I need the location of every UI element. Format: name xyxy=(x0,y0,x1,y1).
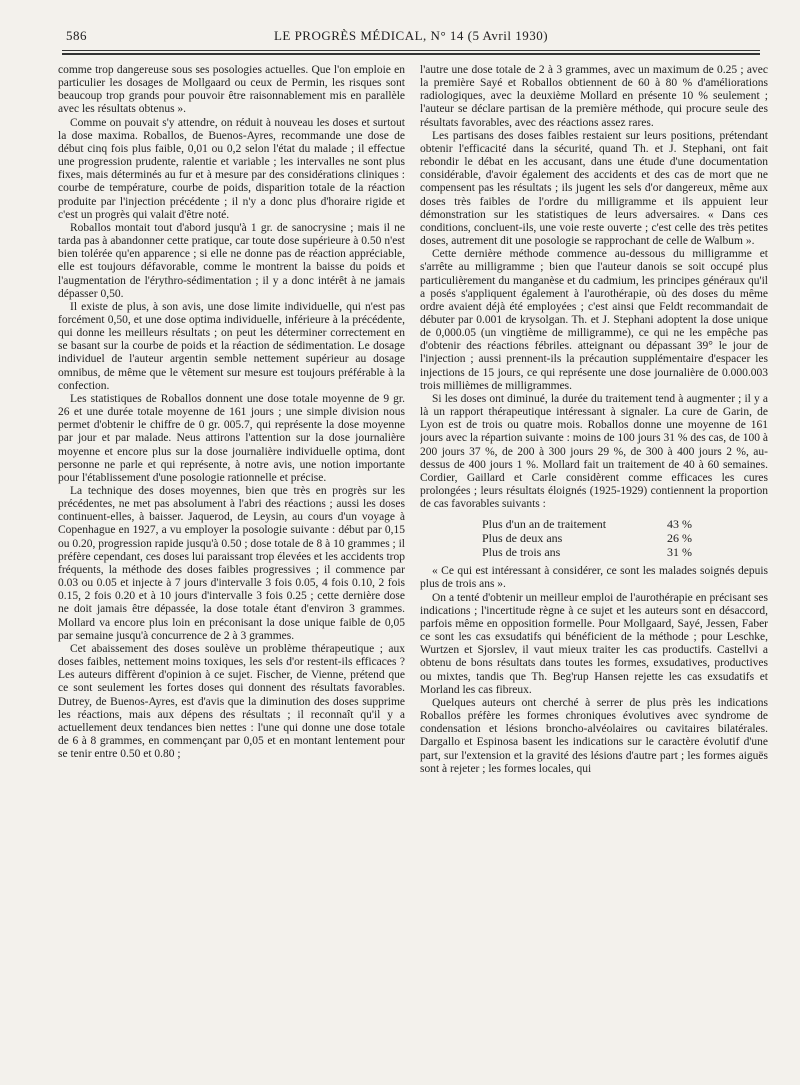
paragraph: Cet abaissement des doses soulève un problème thérapeutique ; aux doses faibles, nettement moins toxiques, les sels d'or restent-ils efficaces ? Les auteurs diffèrent d'opinion à ce sujet. Fischer, de Vienne, prétend que ce sont seulement les fortes doses qui donnent des résultats favorables. Dutrey, de Buenos-Ayres, est d'avis que la diminution des doses supprime les réactions, mais aux dépens des résultats ; il reconnaît qu'il y a actuellement deux tendances bien nettes : l'une qui donne une dose totale de 6 à 8 grammes, en commençant par 0,05 et en montant lentement pour se tenir entre 0.50 et 0.80 ; xyxy=(58,642,405,761)
paragraph: Les statistiques de Roballos donnent une dose totale moyenne de 9 gr. 26 et une durée totale moyenne de 161 jours ; une simple division nous permet d'obtenir le chiffre de 0 gr. 005.7, qui représente la dose moyenne par jour et par malade. Neus attirons l'attention sur la dose journalière moyenne et encore plus sur la dose journalière individuelle optima, dont personne ne parle et qui représente, à notre avis, une notion importante pour l'établissement d'une posologie rationnelle et précise. xyxy=(58,392,405,484)
results-value: 43 % xyxy=(667,517,692,532)
results-label: Plus d'un an de traitement xyxy=(482,517,607,532)
paragraph: Quelques auteurs ont cherché à serrer de plus près les indications Roballos préfère les formes chroniques évolutives avec syndrome de condensation et lésions broncho-alvéolaires ou cavitaires bilatérales. Dargallo et Espinosa basent les indications sur le caractère évolutif d'une part, sur l'extension et la gravité des lésions d'autre part ; les formes aiguës sont à rejeter ; les formes locales, qui xyxy=(420,696,768,775)
results-row xyxy=(482,517,692,531)
results-row xyxy=(482,531,692,545)
header-rule xyxy=(62,50,760,51)
header-rule-double xyxy=(62,53,760,55)
paragraph: Cette dernière méthode commence au-dessous du milligramme et s'arrête au milligramme ; bien que l'auteur danois se soit occupé plus particulièrement du manganèse et du cadmium, les principes généraux qu'il a posés s'appliquent également à l'aurothérapie, où des doses du même ordre avaient déjà été employées ; c'est ainsi que Feldt recommandait de débuter par 0.001 de krysolgan. Th. et J. Stephani adoptent la dose unique de 0,000.05 (un vingtième de milligramme), ce qui ne les empêche pas d'obtenir des réactions fébriles. atteignant ou dépassant 39° le jour de l'injection ; aussi prennent-ils la précaution supplémentaire d'espacer les injections de 15 jours, ce qui représente une dose journalière de 0.000.003 trois millièmes de milligrammes. xyxy=(420,248,768,392)
results-value: 31 % xyxy=(667,545,692,560)
page-header xyxy=(62,28,760,48)
paragraph: Si les doses ont diminué, la durée du traitement tend à augmenter ; il y a là un rapport thérapeutique intéressant à signaler. La cure de Garin, de Lyon est de trois ou quatre mois. Roballos donne une moyenne de 161 jours avec la répartion suivante : moins de 100 jours 31 % des cas, de 100 à 200 jours 37 %, de 200 à 300 jours 29 %, de 300 à 400 jours 2 %, au-dessus de 400 jours 1 %. Mollard fait un traitement de 40 à 60 semaines. Cordier, Gaillard et Carle considèrent comme efficaces les cures prolongées ; leurs résultats éloignés (1925-1929) contiennent la proportion de cas favorables suivants : xyxy=(420,392,768,511)
right-column xyxy=(420,64,768,1064)
paragraph: Il existe de plus, à son avis, une dose limite individuelle, qui n'est pas forcément 0,50, et une dose optima individuelle, inférieure à la précédente, qui donne les meilleurs résultats ; on peut les déterminer correctement en se basant sur la courbe de poids et la réaction de sédimentation. Le dosage individuel de l'auteur argentin semble nettement supérieur au dosage omnibus, de même que le vêtement sur mesure est toujours préférable à la confection. xyxy=(58,300,405,392)
page-number: 586 xyxy=(66,28,87,43)
paragraph: l'autre une dose totale de 2 à 3 grammes, avec un maximum de 0.25 ; avec la première Sayé et Roballos obtiennent de 60 à 80 % d'améliorations radiologiques, avec la deuxième Mollard en présente 10 % seulement ; l'auteur se déclare partisan de la première méthode, qui procure seule des résultats favorables, avec des réactions assez rares. xyxy=(420,64,768,129)
results-table xyxy=(482,517,692,559)
paragraph: comme trop dangereuse sous ses posologies actuelles. Que l'on emploie en particulier les dosages de Mollgaard ou ceux de Permin, les risques sont beaucoup trop grands pour pouvoir être raisonnablement mis en parallèle avec les résultats obtenus ». xyxy=(58,64,405,116)
results-row xyxy=(482,545,692,559)
results-value: 26 % xyxy=(667,531,692,546)
results-label: Plus de trois ans xyxy=(482,545,561,560)
paragraph: Comme on pouvait s'y attendre, on réduit à nouveau les doses et surtout la dose maxima. Roballos, de Buenos-Ayres, recommande une dose de début cinq fois plus faible, 0,01 ou 0,2 selon l'état du malade ; il effectue une progression prudente, ralentie et variable ; les intervalles ne sont plus fixes, mais déterminés au fur et à mesure par des considérations cliniques : courbe de température, courbe de poids, disparition totale de la réaction produite par l'injection précédente ; il n'y a donc plus d'horaire rigide et c'est un progrès qui valait d'être noté. xyxy=(58,116,405,221)
paragraph: Les partisans des doses faibles restaient sur leurs positions, prétendant obtenir l'efficacité dans la sécurité, quand Th. et J. Stephani, ont fait rebondir le débat en les accusant, dans une étude d'une documentation considérable, d'avoir également des accidents et des cas de mort que ne compensent pas les résultats ; ils jugent les sels d'or dangereux, même aux doses très faibles de l'ordre du milligramme et ils appuient leur démonstration sur les statistiques de leurs adversaires. « Dans ces conditions, concluent-ils, une voie reste ouverte ; c'est celle des très petites doses, autrement dit une posologie se rapprochant de celle de Walbum ». xyxy=(420,129,768,248)
paragraph: Roballos montait tout d'abord jusqu'à 1 gr. de sanocrysine ; mais il ne tarda pas à abandonner cette pratique, car toute dose supérieure à 0.50 n'est bien tolérée qu'en apparence ; si elle ne donne pas de réaction appréciable, elle est toujours défavorable, comme le montrent la baisse du poids et l'augmentation de l'érythro-sédimentation ; il y a donc intérêt à ne jamais dépasser 0,50. xyxy=(58,221,405,300)
paragraph: « Ce qui est intéressant à considérer, ce sont les malades soignés depuis plus de trois ans ». xyxy=(420,565,768,591)
paragraph: On a tenté d'obtenir un meilleur emploi de l'aurothérapie en précisant ses indications ; l'incertitude règne à ce sujet et les auteurs sont en désaccord, parfois même en opposition formelle. Pour Mollgaard, Sayé, Jessen, Faber ce sont les cas exsudatifs qui bénéficient de la méthode ; pour Leschke, Wurtzen et Sjorslev, il vaut mieux traiter les cas productifs. Castellvi a obtenu de bons résultats dans toutes les formes, exsudatives, productives ou mixtes, tandis que Th. Beg'rup Hansen rejette les cas exsudatifs et Morland les cas fibreux. xyxy=(420,591,768,696)
journal-title: LE PROGRÈS MÉDICAL, N° 14 (5 Avril 1930) xyxy=(273,28,549,43)
paragraph: La technique des doses moyennes, bien que très en progrès sur les précédentes, ne met pas absolument à l'abri des réactions ; aussi les doses continuent-elles, à baisser. Jaquerod, de Leysin, au cours d'un voyage à Copenhague en 1927, a vu employer la posologie suivante : début par 0,15 ou 0.20, progression rapide jusqu'à 0.50 ; dose totale de 8 à 10 grammes ; il préfère cependant, ces doses lui paraissant trop élevées et les accidents trop fréquents, la méthode des doses faibles progressives ; il commence par 0.03 ou 0.05 et injecte à 7 jours d'intervalle 3 fois 0.05, 4 fois 0.10, 2 fois 0.15, 2 fois 0.20 et à 10 jours d'intervalle 3 fois 0.25 ; cette dernière dose ne doit jamais être dépassée, la dose totale étant d'environ 3 grammes. Mollard va encore plus loin en préconisant la dose unique faible de 0,05 par semaine jusqu'à concurrence de 2 à 3 grammes. xyxy=(58,485,405,642)
results-label: Plus de deux ans xyxy=(482,531,563,546)
left-column xyxy=(58,64,405,1064)
